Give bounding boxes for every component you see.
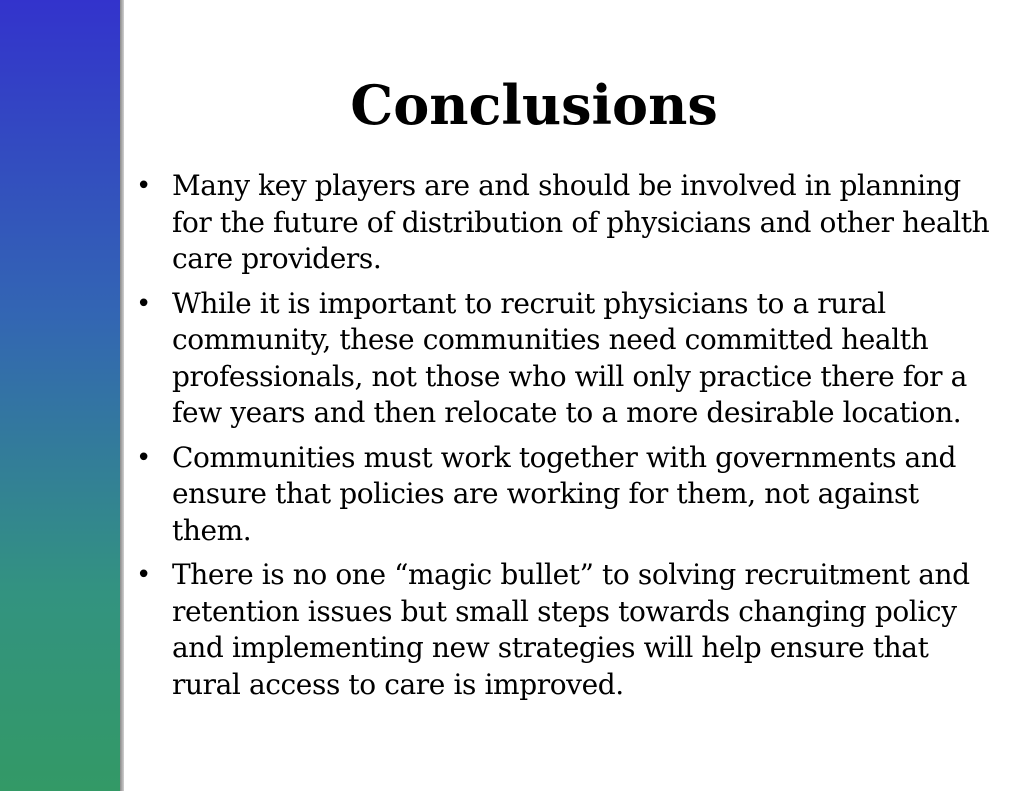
bullet-text-4: There is no one “magic bullet” to solving recruitment and retention issues but small steps towards changing policy and implementing new strategies will help ensure that rural access to care is improved.: [172, 558, 970, 701]
slide-title: Conclusions: [350, 73, 718, 137]
bullet-item-1: [136, 168, 996, 278]
bullet-dot-icon: •: [136, 288, 151, 319]
bullet-dot-icon: •: [136, 560, 151, 590]
bullet-dot-icon: •: [136, 171, 151, 201]
bullet-item-3: [136, 440, 996, 550]
bullet-text-3: Communities must work together with governments and ensure that policies are working for them, not against them.: [172, 440, 956, 547]
bullet-text-2: While it is important to recruit physicians to a rural community, these communities need committed health professionals, not those who will only practice there for a few years and then relocate to a more desirable location.: [172, 286, 967, 429]
bullet-item-4: [136, 557, 996, 703]
bullet-text-1: Many key players are and should be involved in planning for the future of distribution of physicians and other health care providers.: [172, 169, 990, 275]
bullet-dot-icon: •: [136, 442, 151, 473]
side-gradient-band: [0, 0, 120, 791]
bullet-item-2: [136, 286, 996, 432]
bullet-list: [136, 168, 996, 711]
